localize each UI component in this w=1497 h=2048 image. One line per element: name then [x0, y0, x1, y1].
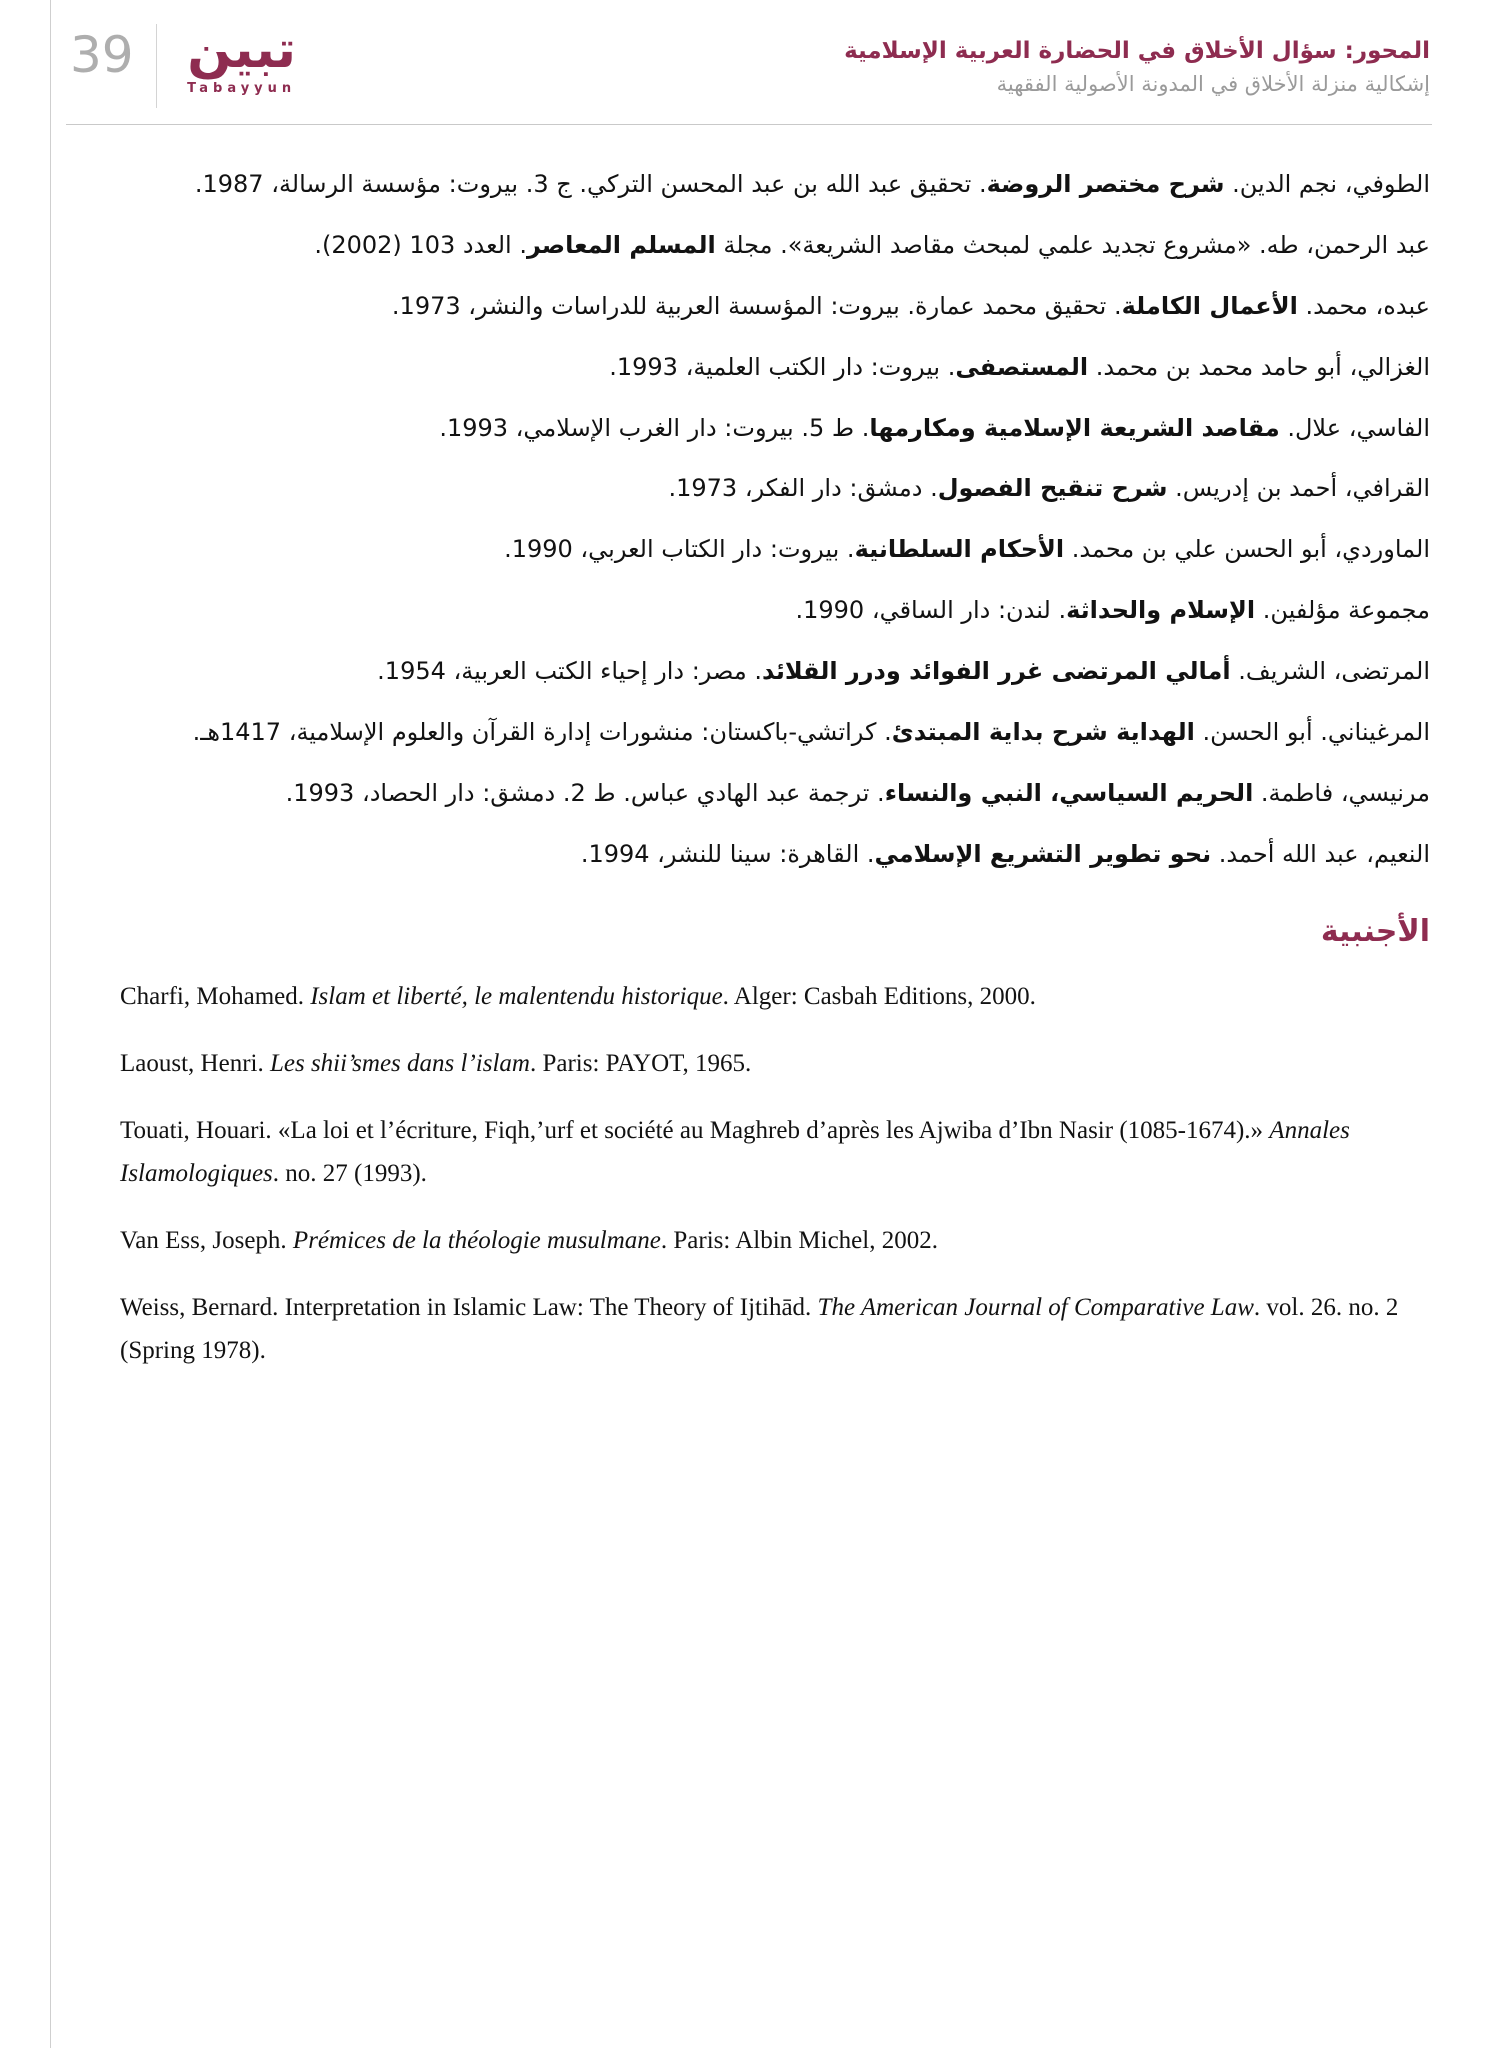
reference-title-bold: أمالي المرتضى غرر الفوائد ودرر القلائد [761, 657, 1231, 685]
reference-text: Laoust, Henri. [120, 1049, 270, 1077]
reference-text: . ط 5. بيروت: دار الغرب الإسلامي، 1993. [439, 413, 870, 442]
reference-entry [120, 713, 1430, 752]
tabayyun-logo [177, 20, 307, 96]
running-head-section: المحور: سؤال الأخلاق في الحضارة العربية الإسلامية [844, 38, 1430, 64]
reference-title-italic: The American Journal of Comparative Law [817, 1293, 1254, 1321]
reference-text: . vol. 26. no. 2 (Spring 1978). [120, 1293, 1399, 1364]
reference-text: المرتضى، الشريف. [1230, 657, 1430, 685]
reference-title-bold: شرح مختصر الروضة [986, 170, 1225, 198]
reference-entry [120, 1286, 1435, 1372]
reference-text: . بيروت: دار الكتب العلمية، 1993. [609, 352, 956, 381]
reference-title-bold: الهداية شرح بداية المبتدئ [891, 717, 1195, 746]
reference-text: القرافي، أحمد بن إدريس. [1167, 474, 1430, 503]
reference-title-bold: شرح تنقيح الفصول [937, 474, 1168, 503]
reference-entry [120, 226, 1430, 265]
header-divider [156, 24, 157, 108]
reference-text: . مصر: دار إحياء الكتب العربية، 1954. [377, 657, 762, 685]
reference-text: . ترجمة عبد الهادي عباس. ط 2. دمشق: دار الحصاد، 1993. [285, 778, 885, 807]
reference-title-italic: Annales Islamologiques [120, 1116, 1350, 1187]
reference-entry [120, 1219, 1435, 1262]
foreign-references [0, 975, 1497, 1372]
reference-entry [120, 165, 1430, 204]
reference-text: الماوردي، أبو الحسن علي بن محمد. [1064, 535, 1430, 564]
reference-text: . Alger: Casbah Editions, 2000. [722, 982, 1036, 1010]
reference-title-italic: Les shii’smes dans l’islam [269, 1049, 530, 1077]
reference-entry [120, 530, 1430, 569]
running-head-article-title: إشكالية منزلة الأخلاق في المدونة الأصولية الفقهية [996, 71, 1430, 96]
reference-title-italic: Islam et liberté, le malentendu historique [310, 982, 723, 1010]
reference-text: . دمشق: دار الفكر، 1973. [668, 474, 938, 503]
reference-text: . العدد 103 (2002). [314, 230, 527, 259]
reference-entry [120, 652, 1430, 691]
reference-text: عبده، محمد. [1297, 291, 1430, 320]
reference-text: Touati, Houari. «La loi et l’écriture, Fiqh,’urf et société au Maghreb d’après les Ajwiba d’Ibn Nasir (1085-1674).» [120, 1116, 1270, 1144]
reference-text: Weiss, Bernard. Interpretation in Islamic Law: The Theory of Ijtihād. [120, 1293, 818, 1321]
reference-entry [120, 469, 1430, 508]
foreign-section-heading: الأجنبية [1320, 913, 1430, 949]
reference-title-bold: الأحكام السلطانية [854, 535, 1065, 564]
reference-entry [120, 1109, 1435, 1195]
reference-text: مرنيسي، فاطمة. [1253, 778, 1430, 807]
page-header [0, 0, 1497, 108]
reference-entry [120, 409, 1430, 448]
reference-text: . no. 27 (1993). [272, 1159, 427, 1187]
reference-text: الطوفي، نجم الدين. [1224, 170, 1430, 198]
reference-text: . لندن: دار الساقي، 1990. [795, 596, 1067, 625]
reference-text: المرغيناني. أبو الحسن. [1194, 717, 1430, 746]
left-margin-rule [50, 0, 51, 2048]
reference-text: . القاهرة: سينا للنشر، 1994. [580, 839, 875, 868]
reference-entry [120, 835, 1430, 874]
reference-title-bold: الإسلام والحداثة [1066, 596, 1256, 625]
reference-text: عبد الرحمن، طه. «مشروع تجديد علمي لمبحث مقاصد الشريعة». مجلة [715, 230, 1430, 259]
reference-title-bold: الحريم السياسي، النبي والنساء [884, 778, 1254, 807]
reference-text: . بيروت: دار الكتاب العربي، 1990. [504, 535, 855, 564]
reference-title-bold: نحو تطوير التشريع الإسلامي [874, 839, 1212, 868]
reference-entry [120, 591, 1430, 630]
arabic-references [0, 125, 1497, 874]
reference-text: . تحقيق محمد عمارة. بيروت: المؤسسة العربية للدراسات والنشر، 1973. [391, 291, 1122, 320]
page-number: 39 [70, 26, 134, 84]
reference-text: مجموعة مؤلفين. [1255, 596, 1430, 625]
reference-title-bold: المسلم المعاصر [526, 230, 716, 259]
reference-text: . Paris: Albin Michel, 2002. [660, 1226, 938, 1254]
reference-title-italic: Prémices de la théologie musulmane [292, 1226, 661, 1254]
reference-entry [120, 348, 1430, 387]
reference-text: الغزالي، أبو حامد محمد بن محمد. [1088, 352, 1430, 381]
reference-entry [120, 287, 1430, 326]
reference-title-bold: المستصفى [955, 352, 1089, 381]
reference-text: Charfi, Mohamed. [120, 982, 311, 1010]
running-head [844, 20, 1430, 100]
reference-text: . كراتشي-باكستان: منشورات إدارة القرآن والعلوم الإسلامية، 1417هـ. [192, 717, 892, 746]
reference-text: . Paris: PAYOT, 1965. [529, 1049, 752, 1077]
tabayyun-logo-arabic: تبين [187, 20, 297, 80]
reference-text: . تحقيق عبد الله بن عبد المحسن التركي. ج 3. بيروت: مؤسسة الرسالة، 1987. [194, 170, 987, 198]
reference-text: Van Ess, Joseph. [120, 1226, 293, 1254]
reference-text: النعيم، عبد الله أحمد. [1211, 839, 1430, 868]
reference-title-bold: الأعمال الكاملة [1121, 291, 1298, 320]
reference-entry [120, 774, 1430, 813]
reference-text: الفاسي، علال. [1279, 413, 1430, 442]
reference-title-bold: مقاصد الشريعة الإسلامية ومكارمها [869, 413, 1280, 442]
tabayyun-logo-latin: Tabayyun [187, 81, 297, 97]
reference-entry [120, 1042, 1435, 1085]
reference-entry [120, 975, 1435, 1018]
